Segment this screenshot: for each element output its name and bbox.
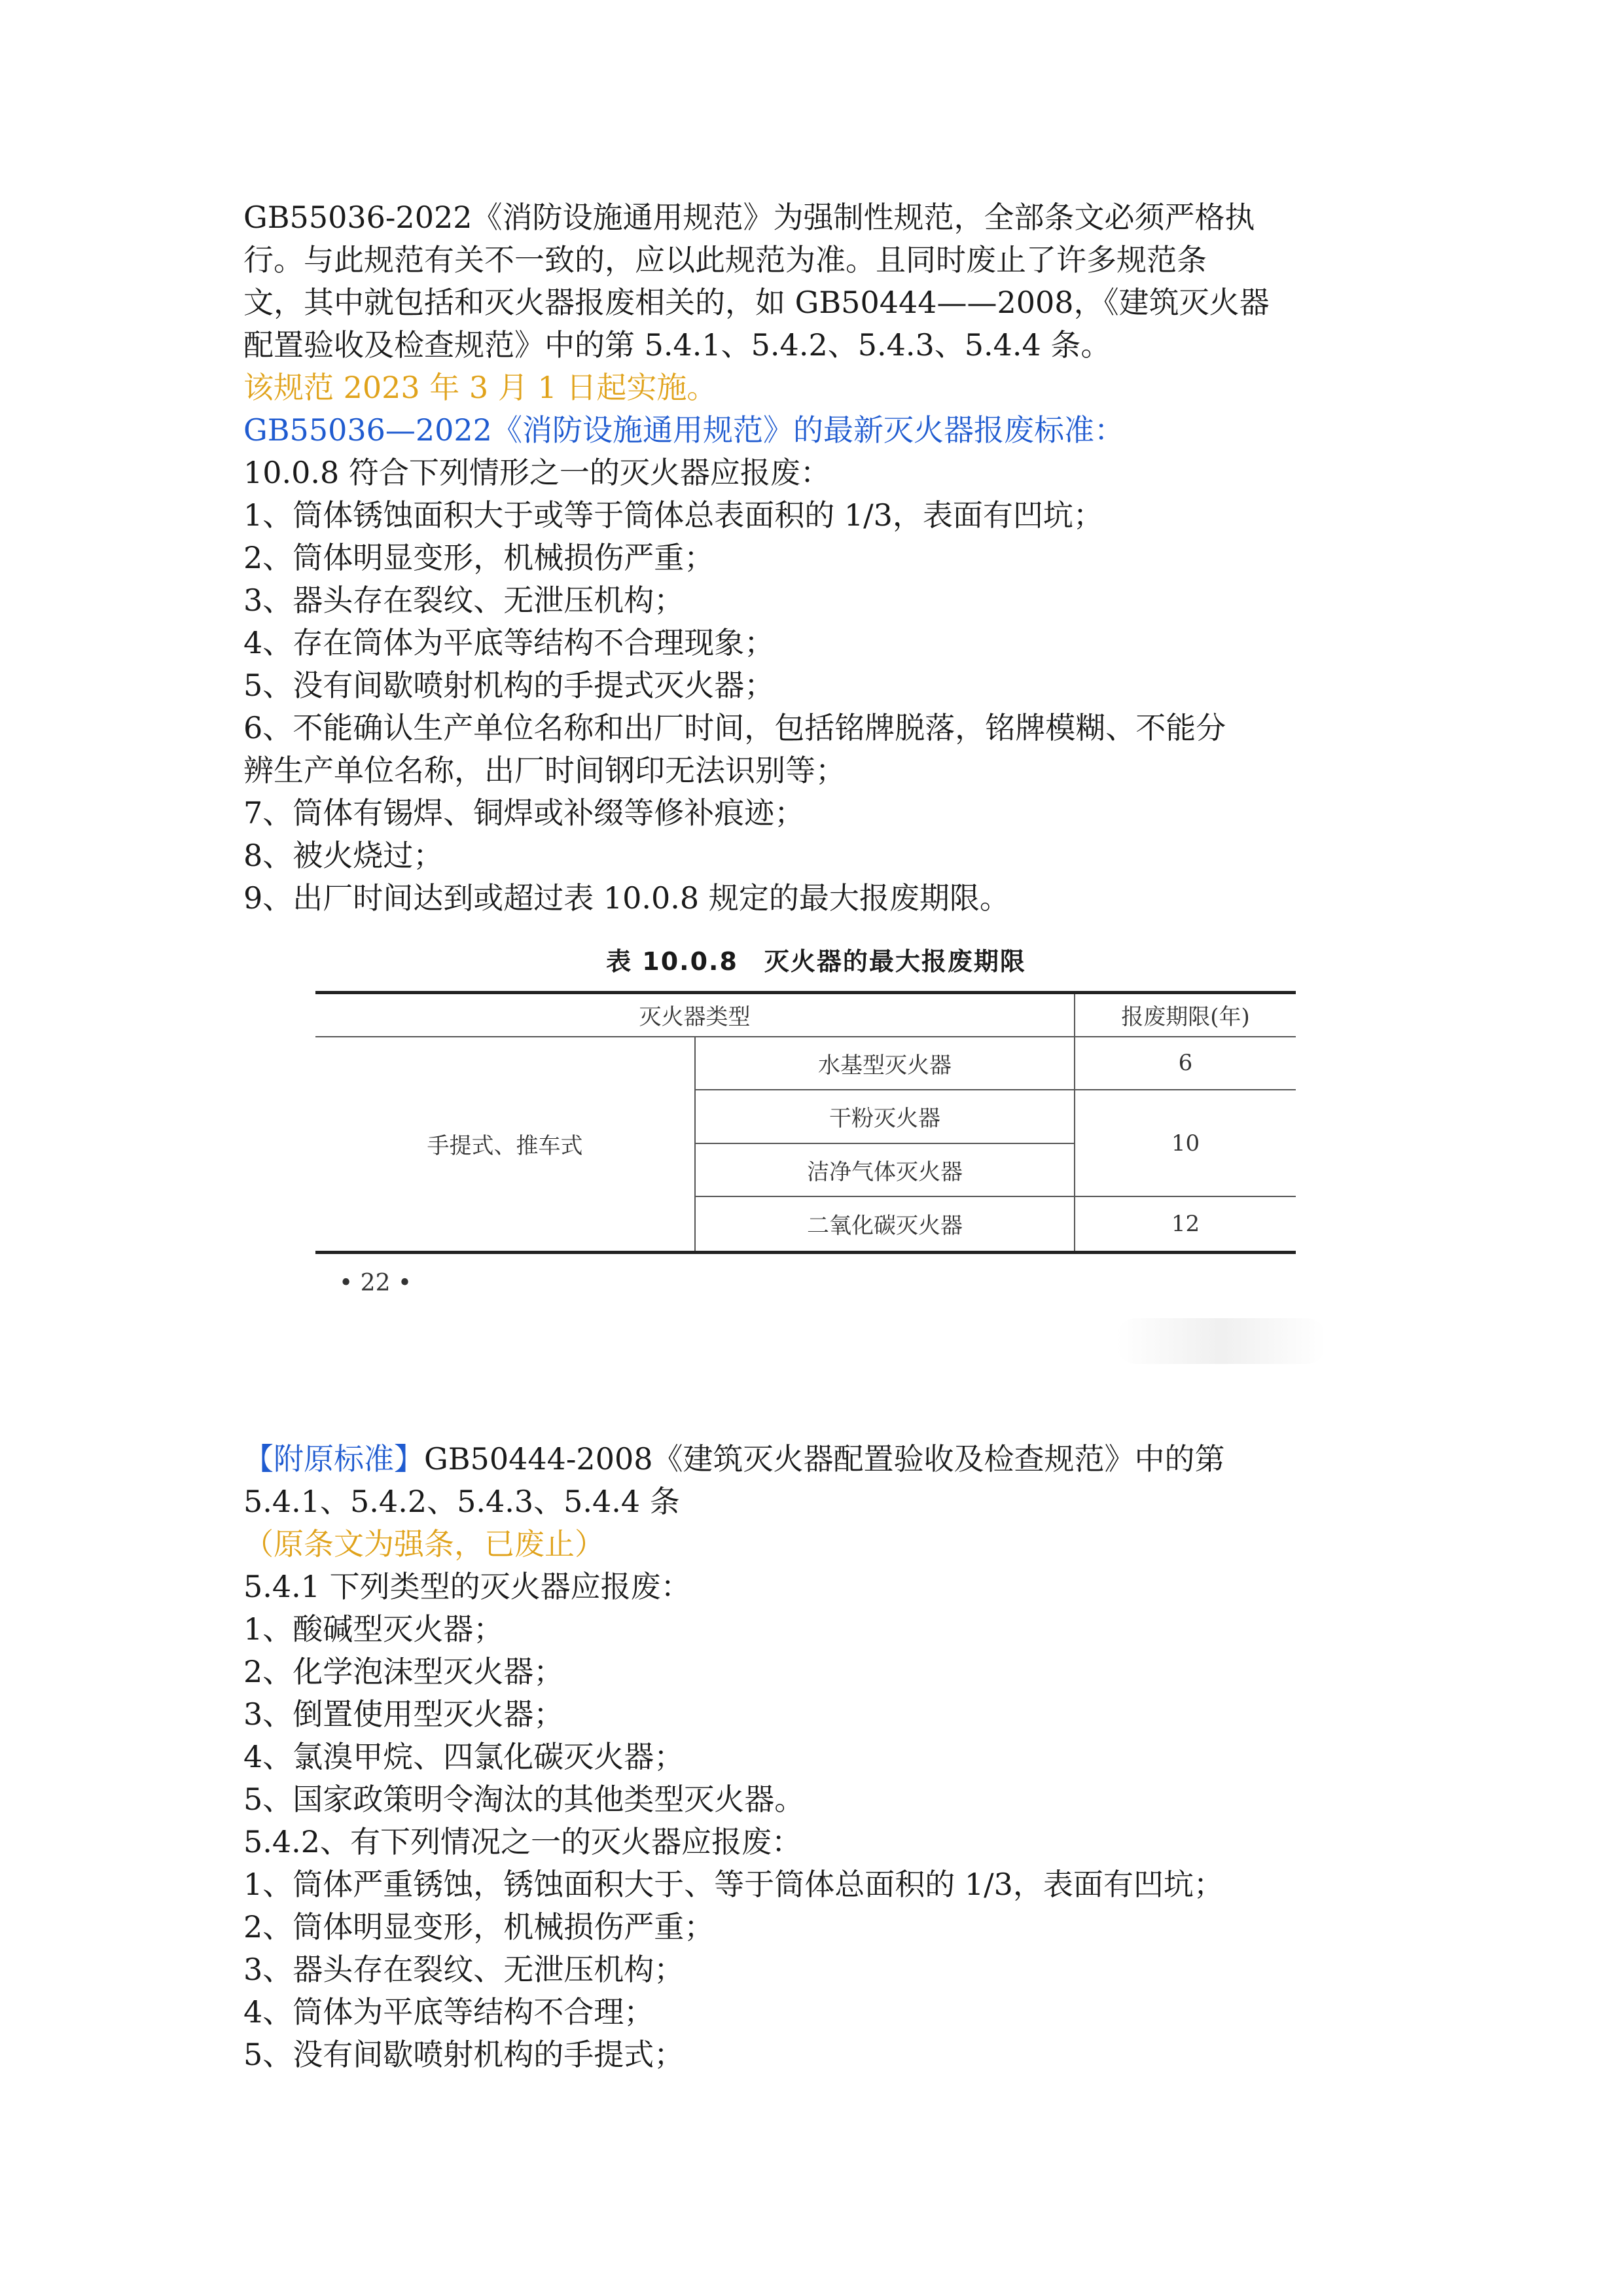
- clause-542-item: 5、没有间歇喷射机构的手提式；: [243, 2037, 685, 2072]
- years-cell: 10: [1075, 1090, 1296, 1196]
- clause-541-heading: 5.4.1 下列类型的灭火器应报废：: [243, 1569, 691, 1604]
- clause-item: 7、筒体有锡焊、铜焊或补缀等修补痕迹；: [243, 795, 805, 831]
- clause-item: 3、器头存在裂纹、无泄压机构；: [243, 583, 685, 618]
- clause-542-item: 4、筒体为平底等结构不合理；: [243, 1994, 654, 2030]
- years-cell: 12: [1075, 1196, 1296, 1253]
- intro-line: 配置验收及检查规范》中的第 5.4.1、5.4.2、5.4.3、5.4.4 条。: [243, 327, 1111, 363]
- effective-date-note: 该规范 2023 年 3 月 1 日起实施。: [243, 370, 717, 405]
- header-disposal-period: 报废期限(年): [1075, 993, 1296, 1037]
- clause-542-item: 2、筒体明显变形，机械损伤严重；: [243, 1909, 715, 1945]
- intro-line: 行。与此规范有关不一致的，应以此规范为准。且同时废止了许多规范条: [243, 242, 1207, 278]
- clause-542-heading: 5.4.2、有下列情况之一的灭火器应报废：: [243, 1824, 802, 1859]
- clause-541-item: 5、国家政策明令淘汰的其他类型灭火器。: [243, 1782, 805, 1817]
- group-cell: 手提式、推车式: [315, 1037, 695, 1253]
- years-cell: 6: [1075, 1037, 1296, 1090]
- clause-541-item: 2、化学泡沫型灭火器；: [243, 1654, 564, 1689]
- clause-item: 9、出厂时间达到或超过表 10.0.8 规定的最大报废期限。: [243, 880, 1010, 916]
- intro-line: 文，其中就包括和灭火器报废相关的，如 GB50444——2008，《建筑灭火器: [243, 285, 1270, 320]
- type-cell: 干粉灭火器: [695, 1090, 1075, 1143]
- new-standard-title: GB55036—2022《消防设施通用规范》的最新灭火器报废标准：: [243, 412, 1124, 448]
- clause-item: 5、没有间歇喷射机构的手提式灭火器；: [243, 668, 775, 703]
- appendix-heading-text: GB50444-2008《建筑灭火器配置验收及检查规范》中的第: [424, 1441, 1225, 1477]
- scan-page-number: • 22 •: [339, 1270, 412, 1297]
- type-cell: 洁净气体灭火器: [695, 1143, 1075, 1196]
- scanned-table-figure: [253, 918, 1380, 1389]
- clause-541-item: 1、酸碱型灭火器；: [243, 1611, 504, 1647]
- appendix-heading: [243, 1437, 1225, 1480]
- table-header-row: [315, 993, 1296, 1037]
- clause-541-item: 3、倒置使用型灭火器；: [243, 1696, 564, 1732]
- table-caption: 表 10.0.8 灭火器的最大报废期限: [606, 947, 1026, 976]
- clause-item: 8、被火烧过；: [243, 838, 444, 873]
- clause-541-item: 4、氯溴甲烷、四氯化碳灭火器；: [243, 1739, 685, 1774]
- intro-line: GB55036-2022《消防设施通用规范》为强制性规范，全部条文必须严格执: [243, 200, 1255, 235]
- clause-item: 辨生产单位名称，出厂时间钢印无法识别等；: [243, 753, 846, 788]
- clause-542-item: 1、筒体严重锈蚀，锈蚀面积大于、等于筒体总面积的 1/3，表面有凹坑；: [243, 1867, 1224, 1902]
- disposal-period-table: [315, 991, 1296, 1254]
- scan-watermark-smudge: [1116, 1318, 1326, 1364]
- appendix-heading-cont: 5.4.1、5.4.2、5.4.3、5.4.4 条: [243, 1484, 680, 1519]
- clause-item: 4、存在筒体为平底等结构不合理现象；: [243, 625, 775, 660]
- clause-542-item: 3、器头存在裂纹、无泄压机构；: [243, 1952, 685, 1987]
- repealed-note: （原条文为强条，已废止）: [243, 1526, 605, 1562]
- clause-item: 2、筒体明显变形，机械损伤严重；: [243, 540, 715, 575]
- clause-item: 6、不能确认生产单位名称和出厂时间，包括铭牌脱落，铭牌模糊、不能分: [243, 710, 1226, 745]
- header-extinguisher-type: 灭火器类型: [315, 993, 1075, 1037]
- type-cell: 二氧化碳灭火器: [695, 1196, 1075, 1253]
- clause-item: 1、筒体锈蚀面积大于或等于筒体总表面积的 1/3，表面有凹坑；: [243, 497, 1103, 533]
- type-cell: 水基型灭火器: [695, 1037, 1075, 1090]
- appendix-tag: 【附原标准】: [243, 1441, 424, 1477]
- table-row: [315, 1037, 1296, 1090]
- clause-intro: 10.0.8 符合下列情形之一的灭火器应报废：: [243, 455, 830, 490]
